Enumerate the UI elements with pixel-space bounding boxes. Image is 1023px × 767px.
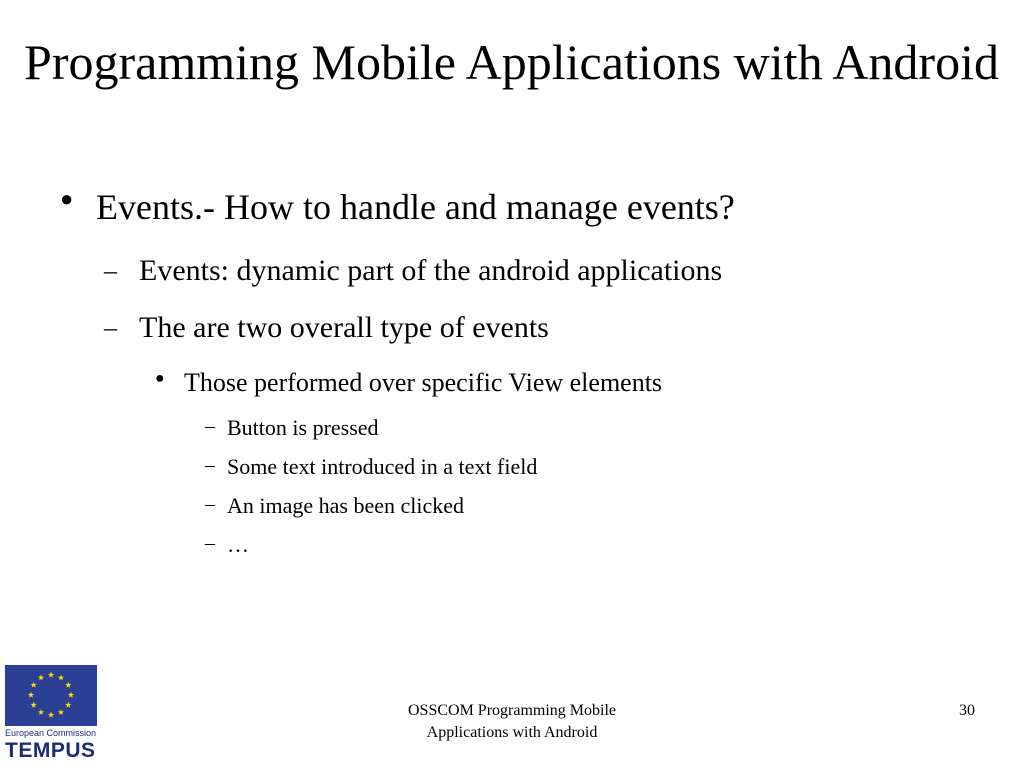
logo-caption: European Commission xyxy=(5,728,97,738)
bullet-text: Some text introduced in a text field xyxy=(227,454,538,479)
bullet-dash-marker: – xyxy=(104,313,117,342)
bullet-dot-marker: ● xyxy=(60,186,74,211)
bullet-dash-marker: – xyxy=(205,493,215,515)
bullet-dash-marker: – xyxy=(205,454,215,476)
bullet-dash-marker: – xyxy=(104,256,117,285)
eu-flag-svg xyxy=(5,665,97,726)
bullet-dot-marker: ● xyxy=(155,370,165,387)
bullet-dash-marker: – xyxy=(205,532,215,554)
footer-line1: OSSCOM Programming Mobile xyxy=(407,702,616,719)
footer-text xyxy=(362,700,662,744)
bullet-text: Events.- How to handle and manage events? xyxy=(96,187,735,227)
bullet-text: An image has been clicked xyxy=(227,493,465,518)
eu-flag-stars-icon xyxy=(5,665,97,726)
tempus-logo xyxy=(5,665,97,763)
bullet-text: Button is pressed xyxy=(227,415,379,440)
bullet-text: … xyxy=(227,532,249,557)
logo-word: TEMPUS xyxy=(5,739,96,762)
footer-line2: Applications with Android xyxy=(426,724,598,741)
slide-title: Programming Mobile Applications with Android xyxy=(24,34,999,90)
page-number: 30 xyxy=(959,702,975,719)
bullet-text: The are two overall type of events xyxy=(139,311,549,344)
bullet-text: Those performed over specific View elements xyxy=(184,368,663,397)
bullet-dash-marker: – xyxy=(205,415,215,437)
bullet-text: Events: dynamic part of the android applications xyxy=(139,254,723,287)
